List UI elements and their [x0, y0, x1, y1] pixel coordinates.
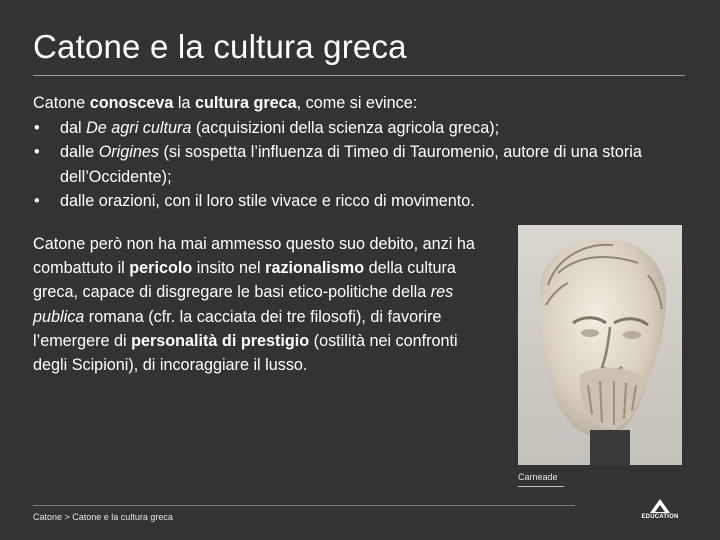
intro-paragraph: Catone conosceva la cultura greca, come si evince: [33, 94, 418, 112]
bust-image [518, 225, 682, 465]
slide-title: Catone e la cultura greca [33, 28, 407, 65]
italic-title: De agri cultura [86, 118, 192, 137]
title-divider [33, 75, 685, 76]
publisher-logo-icon [637, 498, 683, 524]
logo-label: EDUCATION [641, 514, 679, 520]
bullet-list [33, 116, 683, 214]
bold-conosceva: conosceva [89, 94, 174, 112]
footer-divider [33, 505, 575, 506]
bold-cultura-greca: cultura greca [195, 94, 297, 112]
list-item: • dalle orazioni, con il loro stile vivace e ricco di movimento. [33, 189, 683, 214]
list-item: • dalle Origines (si sospetta l’influenza di Timeo di Tauromenio, autore di una storia dell’Occidente); [33, 140, 683, 189]
list-item: • dal De agri cultura (acquisizioni della scienza agricola greca); [33, 116, 683, 141]
second-paragraph: Catone però non ha mai ammesso questo suo debito, anzi ha combattuto il pericolo insito nel razionalismo della cultura greca, capace di disgregare le basi etico-politiche della res publica romana (cfr. la cacciata dei tre filosofi), di favorire l’emergere di personalità di prestigio (ostilità nei confronti degli Scipioni), di incoraggiare il lusso. [33, 235, 475, 375]
caption-divider [518, 486, 564, 487]
image-caption: Carneade [518, 472, 558, 482]
bust-illustration [518, 225, 682, 465]
intro-block [33, 91, 683, 214]
italic-title: Origines [98, 143, 159, 161]
footer-breadcrumb: Catone > Catone e la cultura greca [33, 512, 173, 522]
